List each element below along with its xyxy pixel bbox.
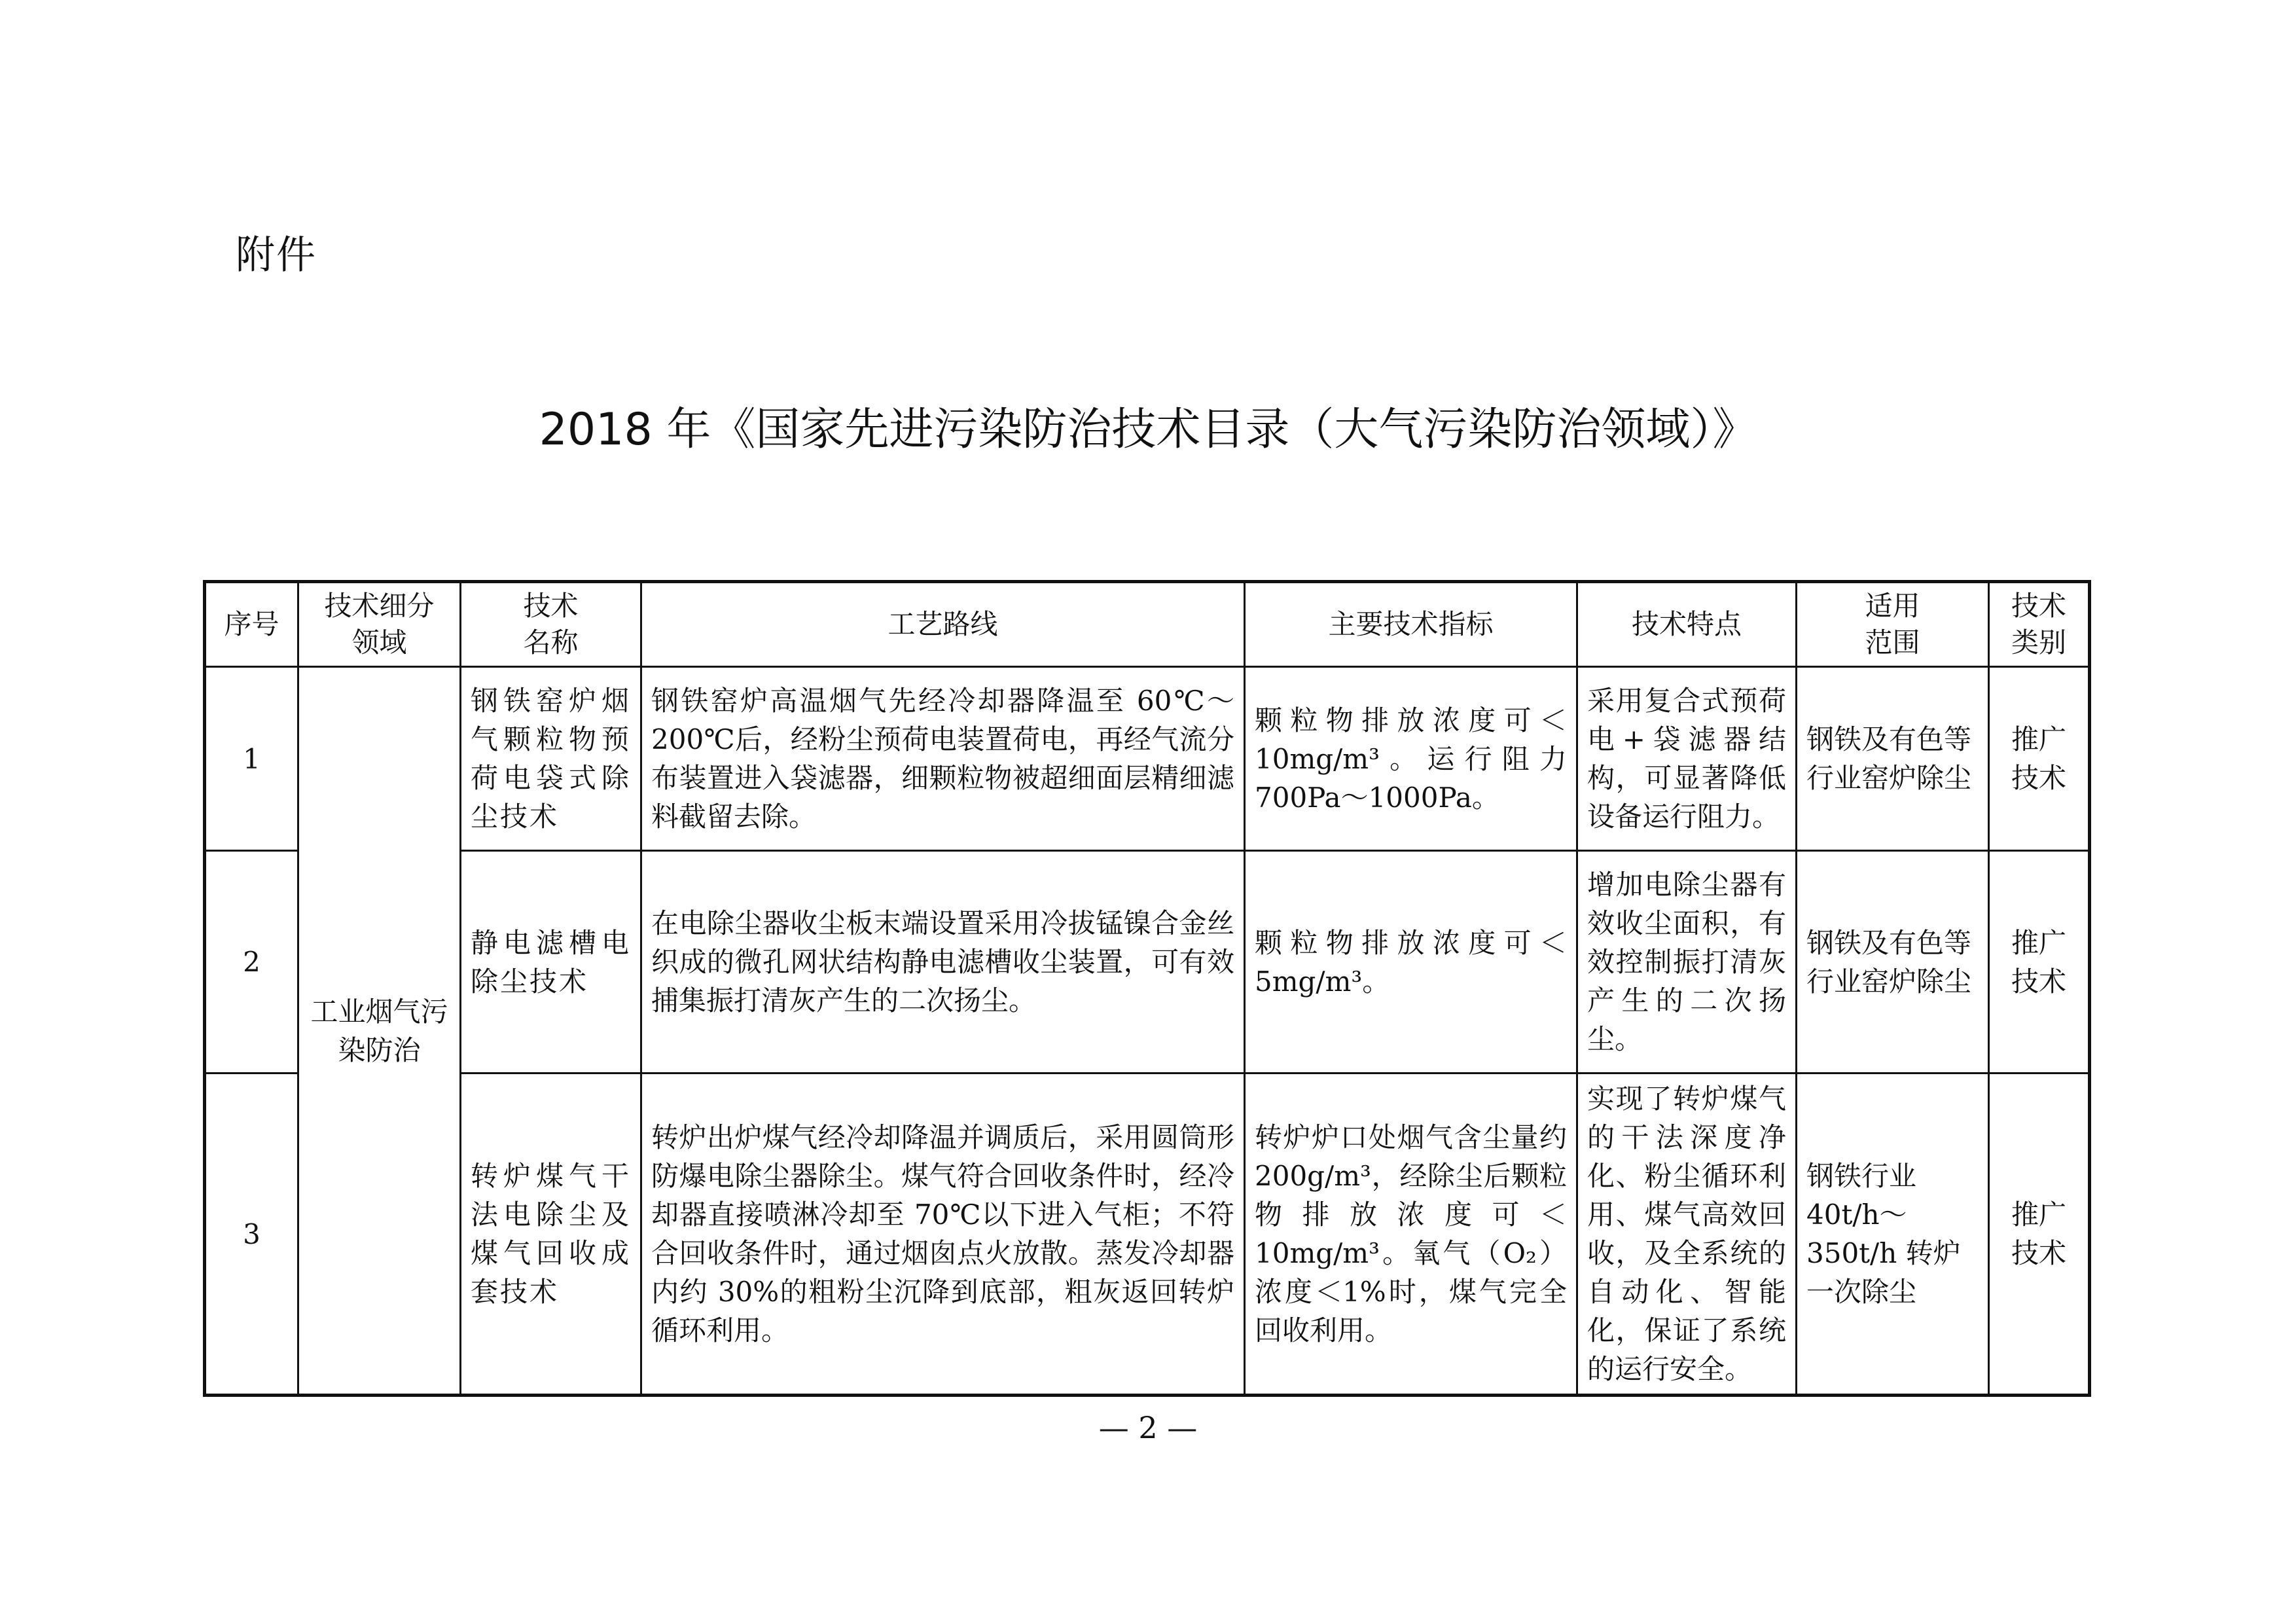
header-technology-name: 技术 名称	[461, 582, 641, 667]
application-scope: 钢铁行业 40t/h～350t/h 转炉一次除尘	[1797, 1074, 1989, 1396]
table-row	[205, 1074, 2090, 1396]
technical-features: 采用复合式预荷电+袋滤器结构，可显著降低设备运行阻力。	[1577, 667, 1797, 851]
process-route: 转炉出炉煤气经冷却降温并调质后，采用圆筒形防爆电除尘器除尘。煤气符合回收条件时，经冷却器直接喷淋冷却至 70℃以下进入气柜；不符合回收条件时，通过烟囱点火放散。蒸发冷却器内约 30%的粗粉尘沉降到底部，粗灰返回转炉循环利用。	[641, 1074, 1245, 1396]
technology-category: 推广 技术	[1989, 667, 2090, 851]
application-scope: 钢铁及有色等行业窑炉除尘	[1797, 667, 1989, 851]
table-header-row	[205, 582, 2090, 667]
header-technology-category: 技术 类别	[1989, 582, 2090, 667]
technology-category: 推广 技术	[1989, 851, 2090, 1074]
technology-catalog-table	[203, 580, 2091, 1397]
row-number: 1	[205, 667, 298, 851]
header-main-indicators: 主要技术指标	[1245, 582, 1577, 667]
application-scope: 钢铁及有色等行业窑炉除尘	[1797, 851, 1989, 1074]
process-route: 在电除尘器收尘板末端设置采用冷拔锰镍合金丝织成的微孔网状结构静电滤槽收尘装置，可有效捕集振打清灰产生的二次扬尘。	[641, 851, 1245, 1074]
technology-name: 钢铁窑炉烟气颗粒物预荷电袋式除尘技术	[461, 667, 641, 851]
technology-name: 静电滤槽电除尘技术	[461, 851, 641, 1074]
technology-category: 推广 技术	[1989, 1074, 2090, 1396]
annex-label: 附件	[236, 232, 317, 278]
row-number: 3	[205, 1074, 298, 1396]
header-application-scope: 适用 范围	[1797, 582, 1989, 667]
row-number: 2	[205, 851, 298, 1074]
main-indicators: 颗粒物排放浓度可＜10mg/m³。运行阻力 700Pa～1000Pa。	[1245, 667, 1577, 851]
header-serial-number: 序号	[205, 582, 298, 667]
technical-features: 增加电除尘器有效收尘面积，有效控制振打清灰产生的二次扬尘。	[1577, 851, 1797, 1074]
header-process-route: 工艺路线	[641, 582, 1245, 667]
main-indicators: 转炉炉口处烟气含尘量约 200g/m³，经除尘后颗粒物排放浓度可＜10mg/m³。氧气（O₂）浓度＜1%时，煤气完全回收利用。	[1245, 1074, 1577, 1396]
table-row	[205, 851, 2090, 1074]
header-technical-features: 技术特点	[1577, 582, 1797, 667]
technical-field-cell: 工业烟气污 染防治	[298, 667, 461, 1396]
page-number: — 2 —	[1098, 1410, 1198, 1445]
document-title: 2018 年《国家先进污染防治技术目录（大气污染防治领域）》	[539, 404, 1757, 456]
technology-name: 转炉煤气干法电除尘及煤气回收成套技术	[461, 1074, 641, 1396]
main-indicators: 颗粒物排放浓度可＜5mg/m³。	[1245, 851, 1577, 1074]
technical-features: 实现了转炉煤气的干法深度净化、粉尘循环利用、煤气高效回收，及全系统的自动化、智能化，保证了系统的运行安全。	[1577, 1074, 1797, 1396]
table-row	[205, 667, 2090, 851]
header-technical-field: 技术细分 领域	[298, 582, 461, 667]
process-route: 钢铁窑炉高温烟气先经冷却器降温至 60℃～200℃后，经粉尘预荷电装置荷电，再经气流分布装置进入袋滤器，细颗粒物被超细面层精细滤料截留去除。	[641, 667, 1245, 851]
